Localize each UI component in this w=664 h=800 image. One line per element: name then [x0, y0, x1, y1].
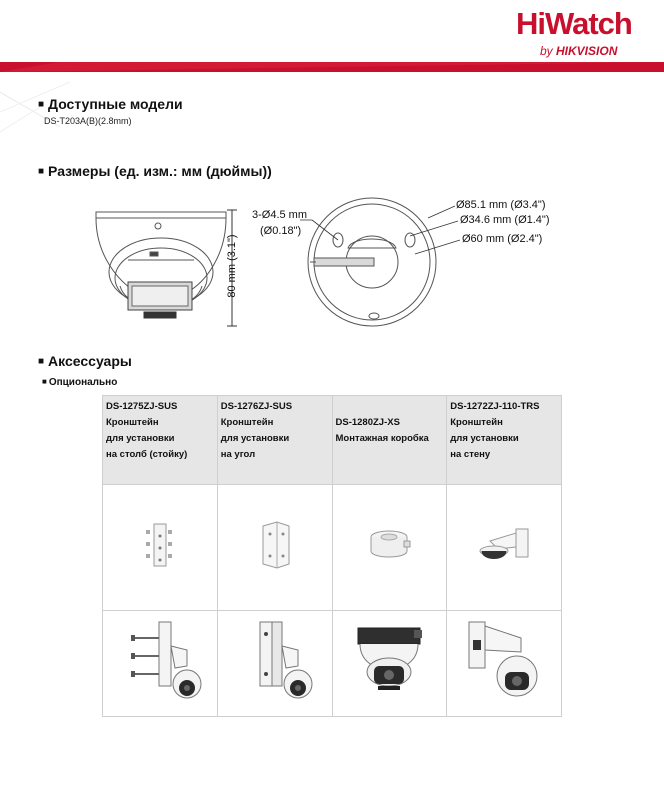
diameter-label-2: Ø34.6 mm (Ø1.4") — [460, 214, 550, 226]
accessory-image-cell — [103, 611, 218, 717]
dimensions-title: Размеры (ед. изм.: мм (дюймы)) — [48, 163, 272, 179]
accessory-image-cell — [332, 611, 447, 717]
accessory-desc-line: Кронштейн — [106, 417, 159, 428]
models-section-title — [38, 96, 183, 112]
wall-mount-install-image — [459, 616, 549, 706]
accessory-image-cell — [217, 485, 332, 611]
models-title: Доступные модели — [48, 96, 183, 112]
diameter-label-3: Ø60 mm (Ø2.4") — [462, 233, 543, 245]
accessory-image-cell — [332, 485, 447, 611]
accessories-section-title — [38, 353, 132, 369]
accessory-desc-line: Кронштейн — [450, 417, 503, 428]
accessory-desc-line: Кронштейн — [220, 417, 274, 428]
height-label: 80 mm (3.1") — [226, 234, 238, 298]
decorative-lines — [0, 72, 90, 152]
model-value: DS-T203A(B)(2.8mm) — [44, 116, 132, 126]
camera-side-view-drawing — [88, 200, 248, 330]
hole-label-1: 3-Ø4.5 mm — [252, 209, 308, 221]
dimensions-section-title — [38, 163, 272, 179]
wall-bracket-image — [476, 525, 532, 565]
bullet-icon: ■ — [38, 166, 45, 177]
junction-box-install-image — [344, 616, 434, 706]
corner-mount-install-image — [230, 616, 320, 706]
accessory-install-row — [103, 611, 562, 717]
accessory-desc-line: на стену — [450, 449, 491, 460]
accessory-desc-line: для установки — [220, 433, 290, 444]
table-header-row — [103, 396, 562, 485]
brand-parent: HIKVISION — [556, 44, 618, 58]
bullet-icon: ■ — [38, 356, 45, 367]
accessory-header-cell — [447, 396, 562, 485]
accessory-image-cell — [447, 611, 562, 717]
hole-label-2: (Ø0.18") — [260, 225, 302, 237]
accessory-header-cell — [103, 396, 218, 485]
accessories-title: Аксессуары — [48, 353, 132, 369]
diameter-label-1: Ø85.1 mm (Ø3.4") — [456, 199, 546, 211]
accessory-header-cell — [332, 396, 447, 485]
accessory-image-row — [103, 485, 562, 611]
accessory-model: DS-1275ZJ-SUS — [106, 401, 178, 412]
accessory-desc-line: для установки — [450, 433, 519, 444]
brand-name-hi: Hi — [516, 6, 545, 41]
bullet-icon: ■ — [42, 377, 47, 386]
pole-bracket-image — [140, 520, 180, 570]
leader-lines — [300, 196, 500, 276]
brand-by: by — [540, 44, 557, 58]
junction-box-image — [364, 527, 414, 563]
accessory-model: DS-1280ZJ-XS — [335, 417, 400, 428]
accessory-image-cell — [103, 485, 218, 611]
brand-name-watch: Watch — [545, 6, 632, 41]
accessory-desc-line: Монтажная коробка — [335, 433, 429, 444]
brand-logo — [516, 6, 632, 42]
accessory-desc-line: для установки — [106, 433, 175, 444]
header-red-bar — [0, 62, 664, 72]
brand-byline — [540, 44, 617, 58]
accessory-header-cell — [217, 396, 332, 485]
accessory-image-cell — [447, 485, 562, 611]
accessory-desc-line: на угол — [220, 449, 256, 460]
pole-mount-install-image — [115, 616, 205, 706]
bullet-icon: ■ — [38, 99, 45, 110]
accessories-table — [102, 395, 562, 717]
accessory-model: DS-1272ZJ-110-TRS — [450, 401, 540, 412]
corner-bracket-image — [255, 520, 295, 570]
accessory-image-cell — [217, 611, 332, 717]
accessory-model: DS-1276ZJ-SUS — [220, 401, 293, 412]
optional-text: Опционально — [48, 377, 118, 388]
optional-label — [42, 377, 117, 388]
accessory-desc-line: на столб (стойку) — [106, 449, 188, 460]
